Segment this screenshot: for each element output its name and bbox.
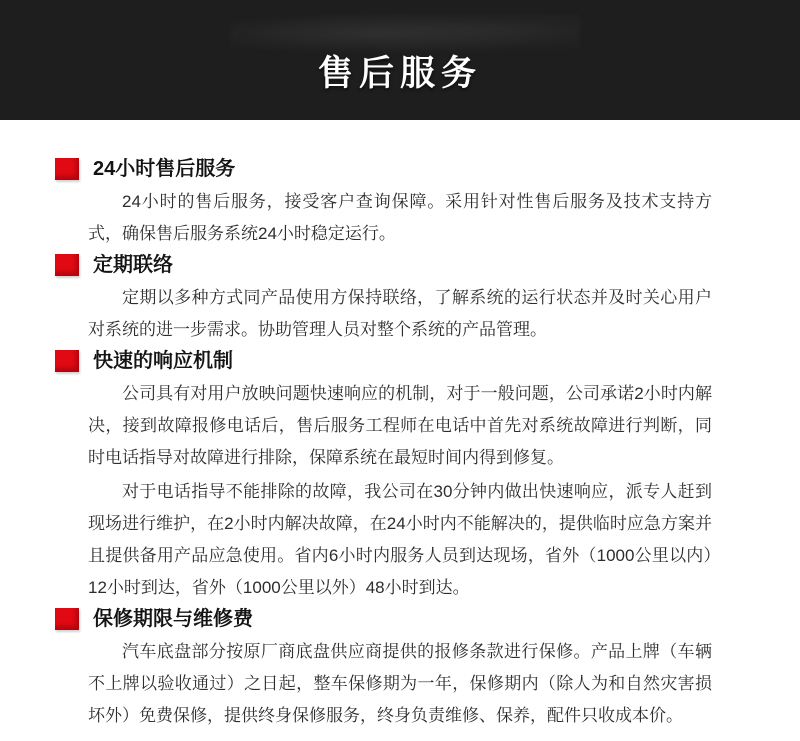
service-section [55,156,712,250]
red-square-bullet-icon [55,350,79,372]
section-heading-row [55,606,712,632]
service-section [55,348,712,604]
red-square-bullet-icon [55,254,79,276]
section-heading-row [55,252,712,278]
section-heading-row [55,156,712,182]
section-heading: 定期联络 [93,254,173,276]
service-section [55,252,712,346]
red-square-bullet-icon [55,158,79,180]
section-heading: 24小时售后服务 [93,158,236,180]
section-heading: 保修期限与维修费 [93,608,253,630]
service-section [55,606,712,732]
page-title: 售后服务 [317,54,482,93]
service-sections [0,120,800,732]
red-square-bullet-icon [55,608,79,630]
section-paragraph: 公司具有对用户放映问题快速响应的机制，对于一般问题，公司承诺2小时内解决，接到故障报修电话后，售后服务工程师在电话中首先对系统故障进行判断，同时电话指导对故障进行排除，保障系统在最短时间内得到修复。 [88,384,712,467]
section-paragraph: 24小时的售后服务，接受客户查询保障。采用针对性售后服务及技术支持方式，确保售后服务系统24小时稳定运行。 [88,192,712,243]
section-paragraph: 定期以多种方式同产品使用方保持联络，了解系统的运行状态并及时关心用户对系统的进一步需求。协助管理人员对整个系统的产品管理。 [88,288,712,339]
section-paragraph: 对于电话指导不能排除的故障，我公司在30分钟内做出快速响应，派专人赶到现场进行维护，在2小时内解决故障，在24小时内不能解决的，提供临时应急方案并且提供备用产品应急使用。省内6小时内服务人员到达现场，省外（1000公里以内）12小时到达，省外（1000公里以外）48小时到达。 [88,482,712,597]
section-paragraph: 汽车底盘部分按原厂商底盘供应商提供的报修条款进行保修。产品上牌（车辆不上牌以验收通过）之日起，整车保修期为一年，保修期内（除人为和自然灾害损坏外）免费保修，提供终身保修服务，终身负责维修、保养，配件只收成本价。 [88,642,712,725]
page-header-banner [0,0,800,120]
section-heading-row [55,348,712,374]
section-heading: 快速的响应机制 [93,350,233,372]
